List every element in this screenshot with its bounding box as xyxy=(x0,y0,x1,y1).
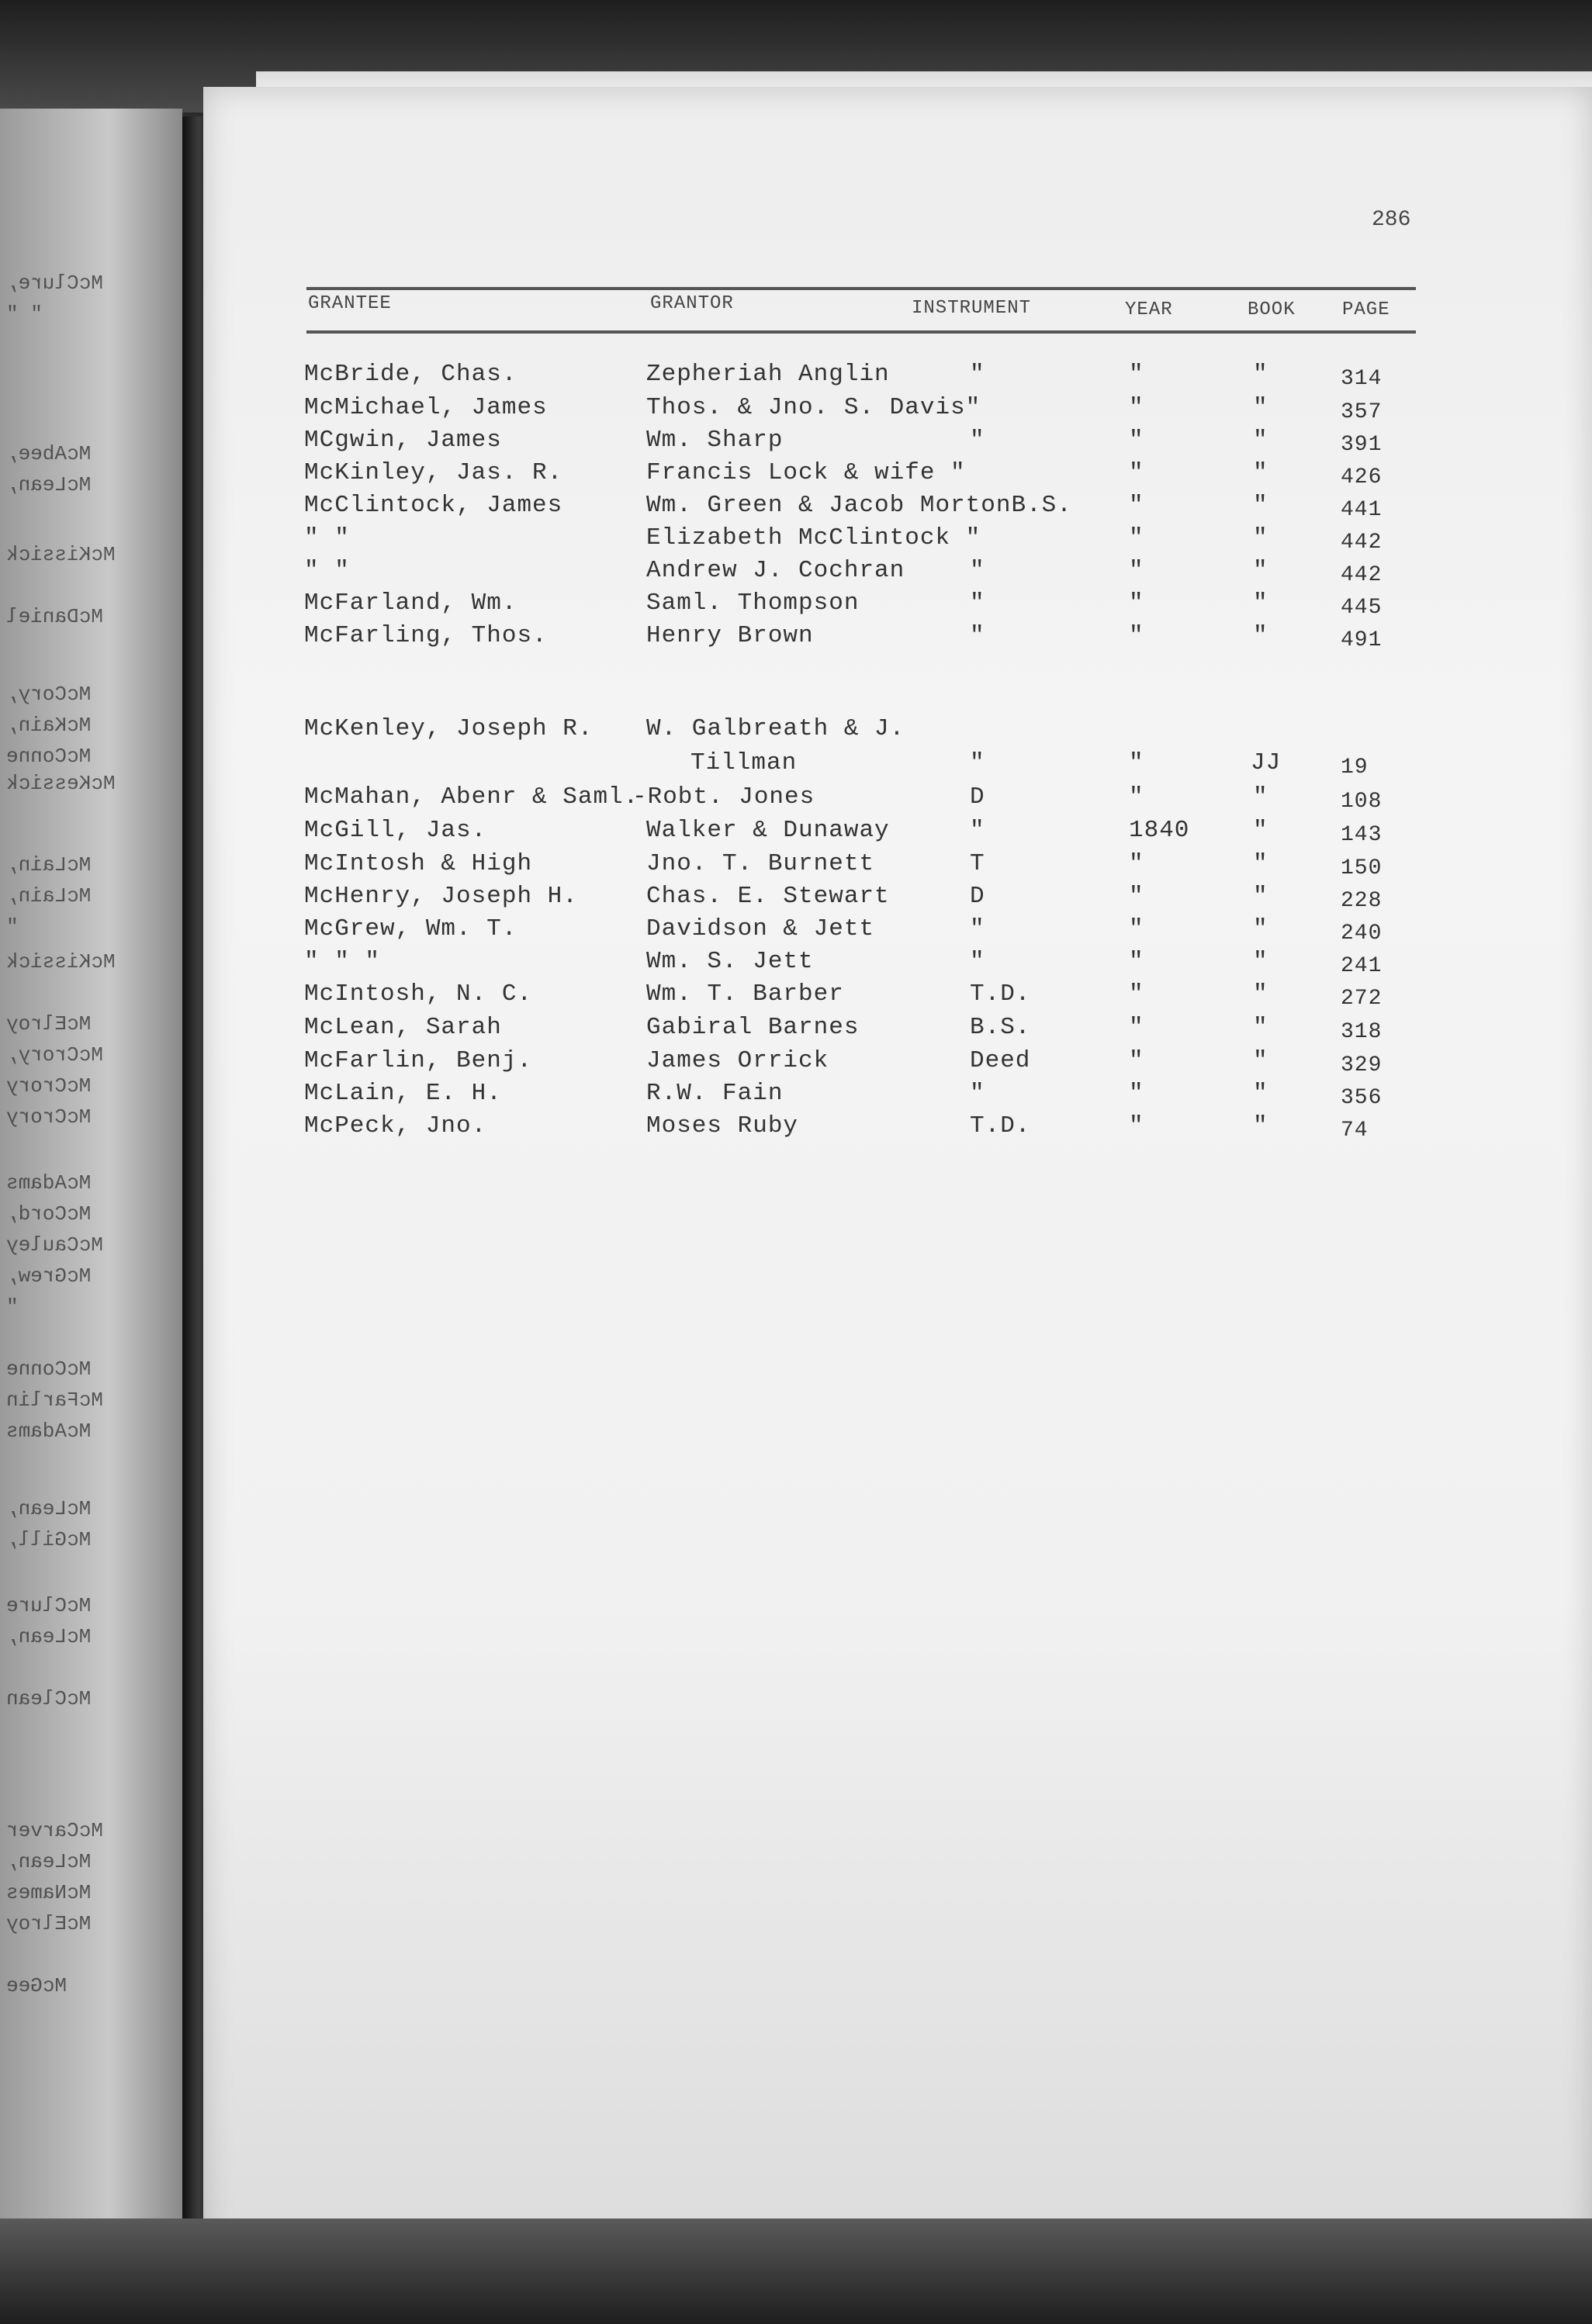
cell-grantee: McKinley, Jas. R. xyxy=(304,459,563,486)
facing-page-text: McAdams xyxy=(6,1171,92,1195)
cell-year: " xyxy=(1129,394,1144,421)
cell-instrument: Deed xyxy=(970,1047,1031,1074)
header-page: PAGE xyxy=(1342,299,1390,320)
cell-book: " xyxy=(1253,557,1268,584)
cell-book: " xyxy=(1253,427,1268,454)
cell-book: " xyxy=(1253,524,1268,552)
cell-grantee: McFarland, Wm. xyxy=(304,590,517,617)
cell-book: " xyxy=(1253,1080,1268,1107)
facing-page-text: McLean, xyxy=(6,1625,92,1648)
cell-grantor: Saml. Thompson xyxy=(646,590,860,617)
cell-instrument: " xyxy=(970,915,985,942)
cell-grantee: " " " xyxy=(304,948,381,975)
cell-instrument: " xyxy=(970,361,985,388)
cell-grantor: Jno. T. Burnett xyxy=(646,850,875,877)
cell-grantee: McClintock, James xyxy=(304,492,563,519)
cell-grantee: McMichael, James xyxy=(304,394,548,421)
cell-grantee: " " xyxy=(304,557,350,584)
cell-instrument: " xyxy=(970,948,985,975)
cell-page: 318 xyxy=(1341,1020,1383,1044)
cell-instrument: T.D. xyxy=(970,980,1031,1008)
cell-instrument: " xyxy=(970,590,985,617)
cell-grantee: McFarling, Thos. xyxy=(304,622,548,649)
cell-page: 228 xyxy=(1341,889,1383,913)
cell-book: " xyxy=(1253,915,1268,942)
cell-grantee: McMahan, Abenr & Saml. xyxy=(304,783,639,811)
cell-book: " xyxy=(1253,817,1268,844)
cell-year: " xyxy=(1129,1080,1144,1107)
cell-year: " xyxy=(1129,883,1144,910)
facing-page-text: McCrory, xyxy=(6,1043,103,1067)
facing-page-text: McDaniel xyxy=(6,605,103,628)
cell-page: 441 xyxy=(1341,498,1383,522)
cell-grantee: McLean, Sarah xyxy=(304,1014,502,1041)
cell-grantor: Moses Ruby xyxy=(646,1112,799,1140)
cell-grantee: McPeck, Jno. xyxy=(304,1112,487,1140)
cell-instrument: D xyxy=(970,783,985,811)
header-year: YEAR xyxy=(1125,299,1173,320)
cell-grantee: MCgwin, James xyxy=(304,427,502,454)
cell-grantor: Gabiral Barnes xyxy=(646,1014,860,1041)
cell-grantor: Wm. T. Barber xyxy=(646,980,844,1008)
cell-grantor: Tillman xyxy=(690,749,798,776)
cell-year: " xyxy=(1129,557,1144,584)
header-book: BOOK xyxy=(1248,299,1296,320)
cell-grantor: Henry Brown xyxy=(646,622,814,649)
facing-page-text: McCarver xyxy=(6,1819,103,1842)
cell-grantee: McFarlin, Benj. xyxy=(304,1047,533,1074)
cell-page: 150 xyxy=(1341,856,1383,880)
cell-instrument: " xyxy=(970,557,985,584)
cell-book: " xyxy=(1253,492,1268,519)
cell-year: " xyxy=(1129,980,1144,1008)
cell-instrument: " xyxy=(970,427,985,454)
cell-page: 241 xyxy=(1341,954,1383,978)
cell-book: " xyxy=(1253,883,1268,910)
facing-page-text: McGill, xyxy=(6,1528,92,1551)
cell-instrument: " xyxy=(970,817,985,844)
cell-page: 442 xyxy=(1341,531,1383,555)
cell-book: " xyxy=(1253,783,1268,811)
cell-grantee: McGrew, Wm. T. xyxy=(304,915,517,942)
header-grantee: GRANTEE xyxy=(308,293,392,314)
facing-page-text: McGee xyxy=(6,1974,67,1997)
cell-book: " xyxy=(1253,459,1268,486)
cell-year: " xyxy=(1129,1112,1144,1140)
facing-page-text: McConne xyxy=(6,1357,92,1381)
cell-page: 74 xyxy=(1341,1119,1369,1143)
facing-page-text: " xyxy=(6,915,19,939)
cell-book: " xyxy=(1253,1047,1268,1074)
facing-page-text: McLain, xyxy=(6,884,92,908)
cell-year: " xyxy=(1129,427,1144,454)
cell-page: 314 xyxy=(1341,367,1383,391)
cell-page: 19 xyxy=(1341,756,1369,780)
cell-book: " xyxy=(1253,590,1268,617)
cell-grantor: Wm. S. Jett xyxy=(646,948,814,975)
cell-grantor: Walker & Dunaway xyxy=(646,817,890,844)
header-rule-bottom xyxy=(306,330,1416,334)
cell-year: " xyxy=(1129,622,1144,649)
facing-page-text: McCory, xyxy=(6,683,92,706)
facing-page-text: McLean, xyxy=(6,1497,92,1520)
facing-page-text: McCrory xyxy=(6,1074,92,1098)
facing-page-text: McFarlin xyxy=(6,1389,103,1412)
facing-page-text: McClure xyxy=(6,1594,92,1617)
cell-year: " xyxy=(1129,524,1144,552)
cell-grantor: -Robt. Jones xyxy=(632,783,815,811)
cell-grantor: Chas. E. Stewart xyxy=(646,883,890,910)
facing-page-text: McKissick xyxy=(6,950,116,974)
cell-page: 143 xyxy=(1341,823,1383,847)
facing-page-text: McCrory xyxy=(6,1105,92,1129)
facing-page-text: McAdams xyxy=(6,1420,92,1443)
cell-grantee: " " xyxy=(304,524,350,552)
cell-grantor: Wm. Sharp xyxy=(646,427,784,454)
cell-instrument: " xyxy=(970,622,985,649)
cell-instrument: T.D. xyxy=(970,1112,1031,1140)
facing-page-text: " xyxy=(6,1295,19,1319)
cell-year: " xyxy=(1129,783,1144,811)
cell-page: 272 xyxy=(1341,987,1383,1011)
cell-book: " xyxy=(1253,361,1268,388)
cell-page: 491 xyxy=(1341,628,1383,652)
cell-instrument: " xyxy=(970,749,985,776)
facing-page-text: McElroy xyxy=(6,1012,92,1036)
facing-page-text: McCord, xyxy=(6,1202,92,1226)
facing-page-text: McLain, xyxy=(6,853,92,877)
cell-book: " xyxy=(1253,1014,1268,1041)
cell-book: " xyxy=(1253,850,1268,877)
cell-grantor: Elizabeth McClintock " xyxy=(646,524,981,552)
scan-border-bottom xyxy=(0,2219,1592,2324)
cell-instrument: B.S. xyxy=(970,1014,1031,1041)
cell-grantee: McBride, Chas. xyxy=(304,361,517,388)
facing-page-text: McGrew, xyxy=(6,1264,92,1288)
facing-page-text: McLean, xyxy=(6,1850,92,1873)
cell-book: " xyxy=(1253,980,1268,1008)
cell-grantee: McIntosh & High xyxy=(304,850,533,877)
cell-book: " xyxy=(1253,1112,1268,1140)
cell-grantor: James Orrick xyxy=(646,1047,829,1074)
cell-page: 391 xyxy=(1341,433,1383,457)
facing-page-text: McClean xyxy=(6,1687,92,1710)
facing-page-text: McLean, xyxy=(6,473,92,496)
cell-year: " xyxy=(1129,1047,1144,1074)
cell-page: 356 xyxy=(1341,1086,1383,1110)
header-rule-top xyxy=(306,287,1416,290)
facing-page-fragment xyxy=(0,109,182,2219)
cell-year: " xyxy=(1129,948,1144,975)
cell-grantor: Andrew J. Cochran xyxy=(646,557,905,584)
cell-grantor: Davidson & Jett xyxy=(646,915,875,942)
cell-grantor: Wm. Green & Jacob MortonB.S. xyxy=(646,492,1072,519)
cell-year: " xyxy=(1129,850,1144,877)
cell-year: " xyxy=(1129,590,1144,617)
cell-year: " xyxy=(1129,915,1144,942)
cell-grantee: McHenry, Joseph H. xyxy=(304,883,578,910)
facing-page-text: McAbee, xyxy=(6,442,92,465)
facing-page-text: " " xyxy=(6,303,43,326)
cell-book: " xyxy=(1253,948,1268,975)
facing-page-text: McClure, xyxy=(6,271,103,295)
cell-book: " xyxy=(1253,622,1268,649)
cell-instrument: D xyxy=(970,883,985,910)
cell-page: 329 xyxy=(1341,1053,1383,1077)
cell-page: 108 xyxy=(1341,790,1383,814)
cell-grantee: McGill, Jas. xyxy=(304,817,487,844)
facing-page-text: McKissick xyxy=(6,543,116,566)
cell-page: 240 xyxy=(1341,922,1383,946)
page-number: 286 xyxy=(1372,208,1411,232)
cell-grantee: McLain, E. H. xyxy=(304,1080,502,1107)
facing-page-text: McNames xyxy=(6,1881,92,1904)
cell-grantor: Francis Lock & wife " xyxy=(646,459,966,486)
cell-page: 445 xyxy=(1341,596,1383,620)
cell-page: 426 xyxy=(1341,465,1383,489)
cell-grantor: R.W. Fain xyxy=(646,1080,784,1107)
header-grantor: GRANTOR xyxy=(650,293,734,314)
header-instrument: INSTRUMENT xyxy=(912,298,1032,319)
cell-page: 357 xyxy=(1341,400,1383,424)
cell-book: " xyxy=(1253,394,1268,421)
facing-page-text: McKessick xyxy=(6,772,116,795)
cell-grantor: W. Galbreath & J. xyxy=(646,715,905,742)
cell-grantor: Zepheriah Anglin xyxy=(646,361,890,388)
cell-instrument: T xyxy=(970,850,985,877)
facing-page-text: McKain, xyxy=(6,714,92,737)
facing-page-text: McConne xyxy=(6,745,92,768)
cell-year: " xyxy=(1129,492,1144,519)
cell-instrument: " xyxy=(970,1080,985,1107)
cell-grantor: Thos. & Jno. S. Davis" xyxy=(646,394,981,421)
cell-grantee: McKenley, Joseph R. xyxy=(304,715,594,742)
facing-page-text: McElroy xyxy=(6,1912,92,1935)
cell-year: " xyxy=(1129,749,1144,776)
cell-year: " xyxy=(1129,459,1144,486)
cell-year: 1840 xyxy=(1129,817,1190,844)
cell-page: 442 xyxy=(1341,563,1383,587)
cell-grantee: McIntosh, N. C. xyxy=(304,980,533,1008)
facing-page-text: McCauley xyxy=(6,1233,103,1257)
cell-year: " xyxy=(1129,361,1144,388)
cell-year: " xyxy=(1129,1014,1144,1041)
cell-book: JJ xyxy=(1251,749,1282,776)
